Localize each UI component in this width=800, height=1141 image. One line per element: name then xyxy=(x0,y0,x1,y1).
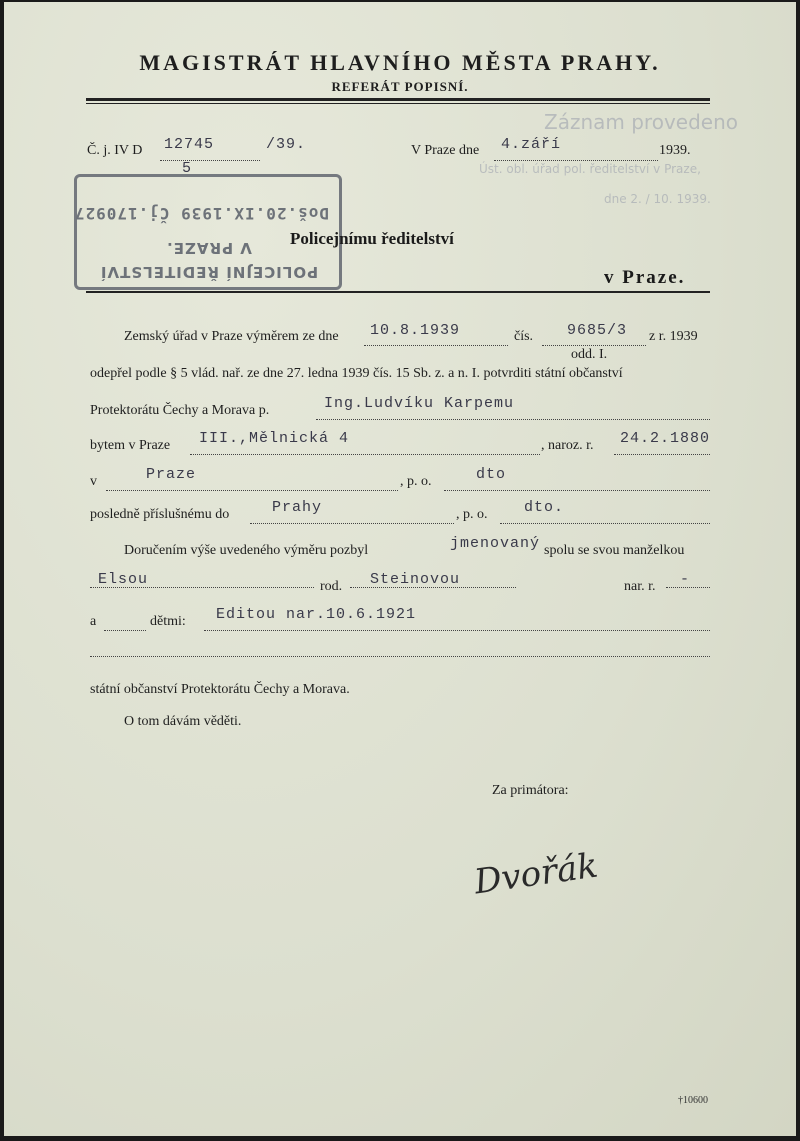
dots-children xyxy=(204,630,710,631)
wife-maiden: Steinovou xyxy=(370,571,461,588)
date-year: 1939. xyxy=(659,143,691,158)
date-dots xyxy=(494,160,658,161)
p2: odepřel podle § 5 vlád. nař. ze dne 27. ledna 1939 čís. 15 Sb. z. a n. I. potvrditi státní občanství xyxy=(90,366,623,381)
stamp-line2: V PRAZE. xyxy=(166,239,252,257)
dots-person xyxy=(316,419,710,420)
p4-a: bytem v Praze xyxy=(90,438,171,453)
dots-extra xyxy=(90,656,710,657)
dots-domicile xyxy=(250,523,454,524)
address: III.,Mělnická 4 xyxy=(199,430,350,447)
ghost-stamp-line3: dne 2. / 10. 1939. xyxy=(604,192,711,206)
p6-a: posledně příslušnému do xyxy=(90,507,230,522)
dots-birth xyxy=(614,454,710,455)
p7-b: jmenovaný xyxy=(450,535,541,552)
p10: státní občanství Protektorátu Čechy a Morava. xyxy=(90,682,350,697)
cj-label: Č. j. IV D xyxy=(87,143,143,158)
addressee-rule xyxy=(86,291,710,293)
p6-b: , p. o. xyxy=(456,507,488,522)
date-typed: 4.září xyxy=(501,136,562,153)
decision-date: 10.8.1939 xyxy=(370,322,461,339)
ghost-stamp-line1: Záznam provedeno xyxy=(544,110,738,134)
domicile: Prahy xyxy=(272,499,323,516)
wife-name: Elsou xyxy=(98,571,149,588)
signature-label: Za primátora: xyxy=(492,783,569,798)
ghost-stamp-line2: Úst. obl. úřad pol. ředitelství v Praze, xyxy=(479,162,701,176)
place-label: V Praze dne xyxy=(411,143,480,158)
p1-a: Zemský úřad v Praze výměrem ze dne xyxy=(124,329,339,344)
header-rule-thin xyxy=(86,103,710,104)
office-subtitle: REFERÁT POPISNÍ. xyxy=(331,79,469,94)
birth-date: 24.2.1880 xyxy=(620,430,711,447)
p5-b: , p. o. xyxy=(400,474,432,489)
stamp-line3: Doš.20.IX.1939 Čj.170927 xyxy=(73,204,329,223)
dept: odd. I. xyxy=(571,347,608,362)
decision-number: 9685/3 xyxy=(567,322,628,339)
birthplace: Praze xyxy=(146,466,197,483)
person-name: Ing.Ludvíku Karpemu xyxy=(324,395,515,412)
document-sheet xyxy=(4,2,796,1136)
p7-c: spolu se svou manželkou xyxy=(544,543,685,558)
addressee-line2: v Praze. xyxy=(604,267,686,288)
dots-birthplace xyxy=(106,490,398,491)
cj-dots xyxy=(160,160,260,161)
cj-sub: 5 xyxy=(182,160,193,177)
p5-a: v xyxy=(90,474,97,489)
birthplace-po: dto xyxy=(476,466,507,483)
p3-a: Protektorátu Čechy a Morava p. xyxy=(90,403,270,418)
cj-year: /39. xyxy=(266,136,307,153)
office-title: MAGISTRÁT HLAVNÍHO MĚSTA PRAHY. xyxy=(139,50,661,75)
header-rule-thick xyxy=(86,98,710,101)
p9-a: a xyxy=(90,614,97,629)
p8-a: rod. xyxy=(320,579,343,594)
p7-a: Doručením výše uvedeného výměru pozbyl xyxy=(124,543,369,558)
p11: O tom dávám věděti. xyxy=(124,714,242,729)
p1-b: čís. xyxy=(514,329,534,344)
p8-b: nar. r. xyxy=(624,579,656,594)
dots-decision-date xyxy=(364,345,508,346)
signature: Dvořák xyxy=(471,845,601,903)
wife-birth: - xyxy=(680,571,691,588)
dots-domicile-po xyxy=(500,523,710,524)
form-code: †10600 xyxy=(678,1095,708,1106)
stamp-line1: POLICEJNÍ ŘEDITELSTVÍ xyxy=(99,263,319,281)
p9-b: dětmi: xyxy=(150,614,186,629)
p1-c: z r. 1939 xyxy=(649,329,698,344)
children: Editou nar.10.6.1921 xyxy=(216,606,417,623)
domicile-po: dto. xyxy=(524,499,565,516)
dots-address xyxy=(190,454,540,455)
dots-a xyxy=(104,630,146,631)
dots-decision-number xyxy=(542,345,646,346)
dots-birthplace-po xyxy=(444,490,710,491)
p4-b: , naroz. r. xyxy=(541,438,594,453)
cj-number: 12745 xyxy=(164,136,215,153)
addressee-line1: Policejnímu ředitelství xyxy=(290,229,454,248)
